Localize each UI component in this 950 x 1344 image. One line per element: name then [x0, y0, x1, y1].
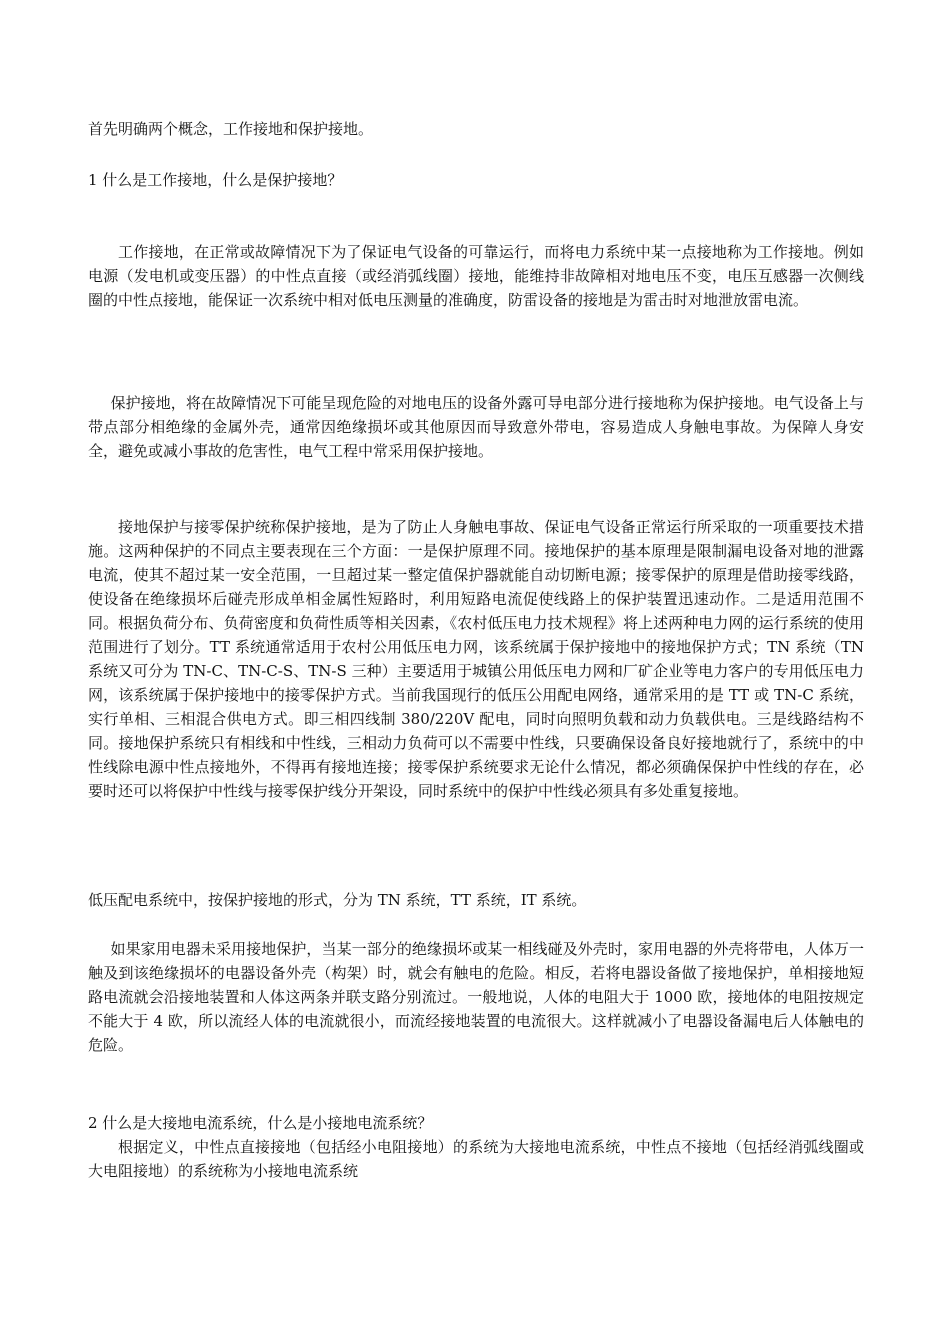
definition-paragraph: 根据定义，中性点直接接地（包括经小电阻接地）的系统为大接地电流系统，中性点不接地（包括经消弧线圈或大电阻接地）的系统称为小接地电流系统	[88, 1138, 864, 1180]
intro-line: 首先明确两个概念，工作接地和保护接地。	[88, 120, 374, 138]
protective-grounding-paragraph: 保护接地，将在故障情况下可能呈现危险的对地电压的设备外露可导电部分进行接地称为保护接地。电气设备上与带点部分相绝缘的金属外壳，通常因绝缘损坏或其他原因而导致意外带电，容易造成人身触电事故。为保障人身安全，避免或减小事故的危害性，电气工程中常采用保护接地。	[88, 394, 864, 460]
system-types-line: 低压配电系统中，按保护接地的形式，分为 TN 系统，TT 系统，IT 系统。	[88, 891, 587, 909]
household-appliance-paragraph: 如果家用电器未采用接地保护，当某一部分的绝缘损坏或某一相线碰及外壳时，家用电器的外壳将带电，人体万一触及到该绝缘损坏的电器设备外壳（构架）时，就会有触电的危险。相反，若将电器设备做了接地保护，单相接地短路电流就会沿接地装置和人体这两条并联支路分别流过。一般地说，人体的电阻大于 1000 欧，接地体的电阻按规定不能大于 4 欧，所以流经人体的电流就很小，而流经接地装置的电流很大。这样就减小了电器设备漏电后人体触电的危险。	[88, 940, 864, 1054]
work-grounding-paragraph: 工作接地，在正常或故障情况下为了保证电气设备的可靠运行，而将电力系统中某一点接地称为工作接地。例如电源（发电机或变压器）的中性点直接（或经消弧线圈）接地，能维持非故障相对地电压不变，电压互感器一次侧线圈的中性点接地，能保证一次系统中相对低电压测量的准确度，防雷设备的接地是为雷击时对地泄放雷电流。	[88, 243, 864, 309]
question-2-heading: 2 什么是大接地电流系统，什么是小接地电流系统？	[88, 1114, 433, 1132]
comparison-paragraph: 接地保护与接零保护统称保护接地，是为了防止人身触电事故、保证电气设备正常运行所采取的一项重要技术措施。这两种保护的不同点主要表现在三个方面：一是保护原理不同。接地保护的基本原理是限制漏电设备对地的泄露电流，使其不超过某一安全范围，一旦超过某一整定值保护器就能自动切断电源；接零保护的原理是借助接零线路，使设备在绝缘损坏后碰壳形成单相金属性短路时，利用短路电流促使线路上的保护装置迅速动作。二是适用范围不同。根据负荷分布、负荷密度和负荷性质等相关因素，《农村低压电力技术规程》将上述两种电力网的运行系统的使用范围进行了划分。TT 系统通常适用于农村公用低压电力网，该系统属于保护接地中的接地保护方式；TN 系统（TN 系统又可分为 TN-C、TN-C-S、TN-S 三种）主要适用于城镇公用低压电力网和厂矿企业等电力客户的专用低压电力网，该系统属于保护接地中的接零保护方式。当前我国现行的低压公用配电网络，通常采用的是 TT 或 TN-C 系统，实行单相、三相混合供电方式。即三相四线制 380/220V 配电，同时向照明负载和动力负载供电。三是线路结构不同。接地保护系统只有相线和中性线，三相动力负荷可以不需要中性线，只要确保设备良好接地就行了，系统中的中性线除电源中性点接地外，不得再有接地连接；接零保护系统要求无论什么情况，都必须确保保护中性线的存在，必要时还可以将保护中性线与接零保护线分开架设，同时系统中的保护中性线必须具有多处重复接地。	[88, 518, 864, 800]
question-1-heading: 1 什么是工作接地，什么是保护接地？	[88, 171, 343, 189]
